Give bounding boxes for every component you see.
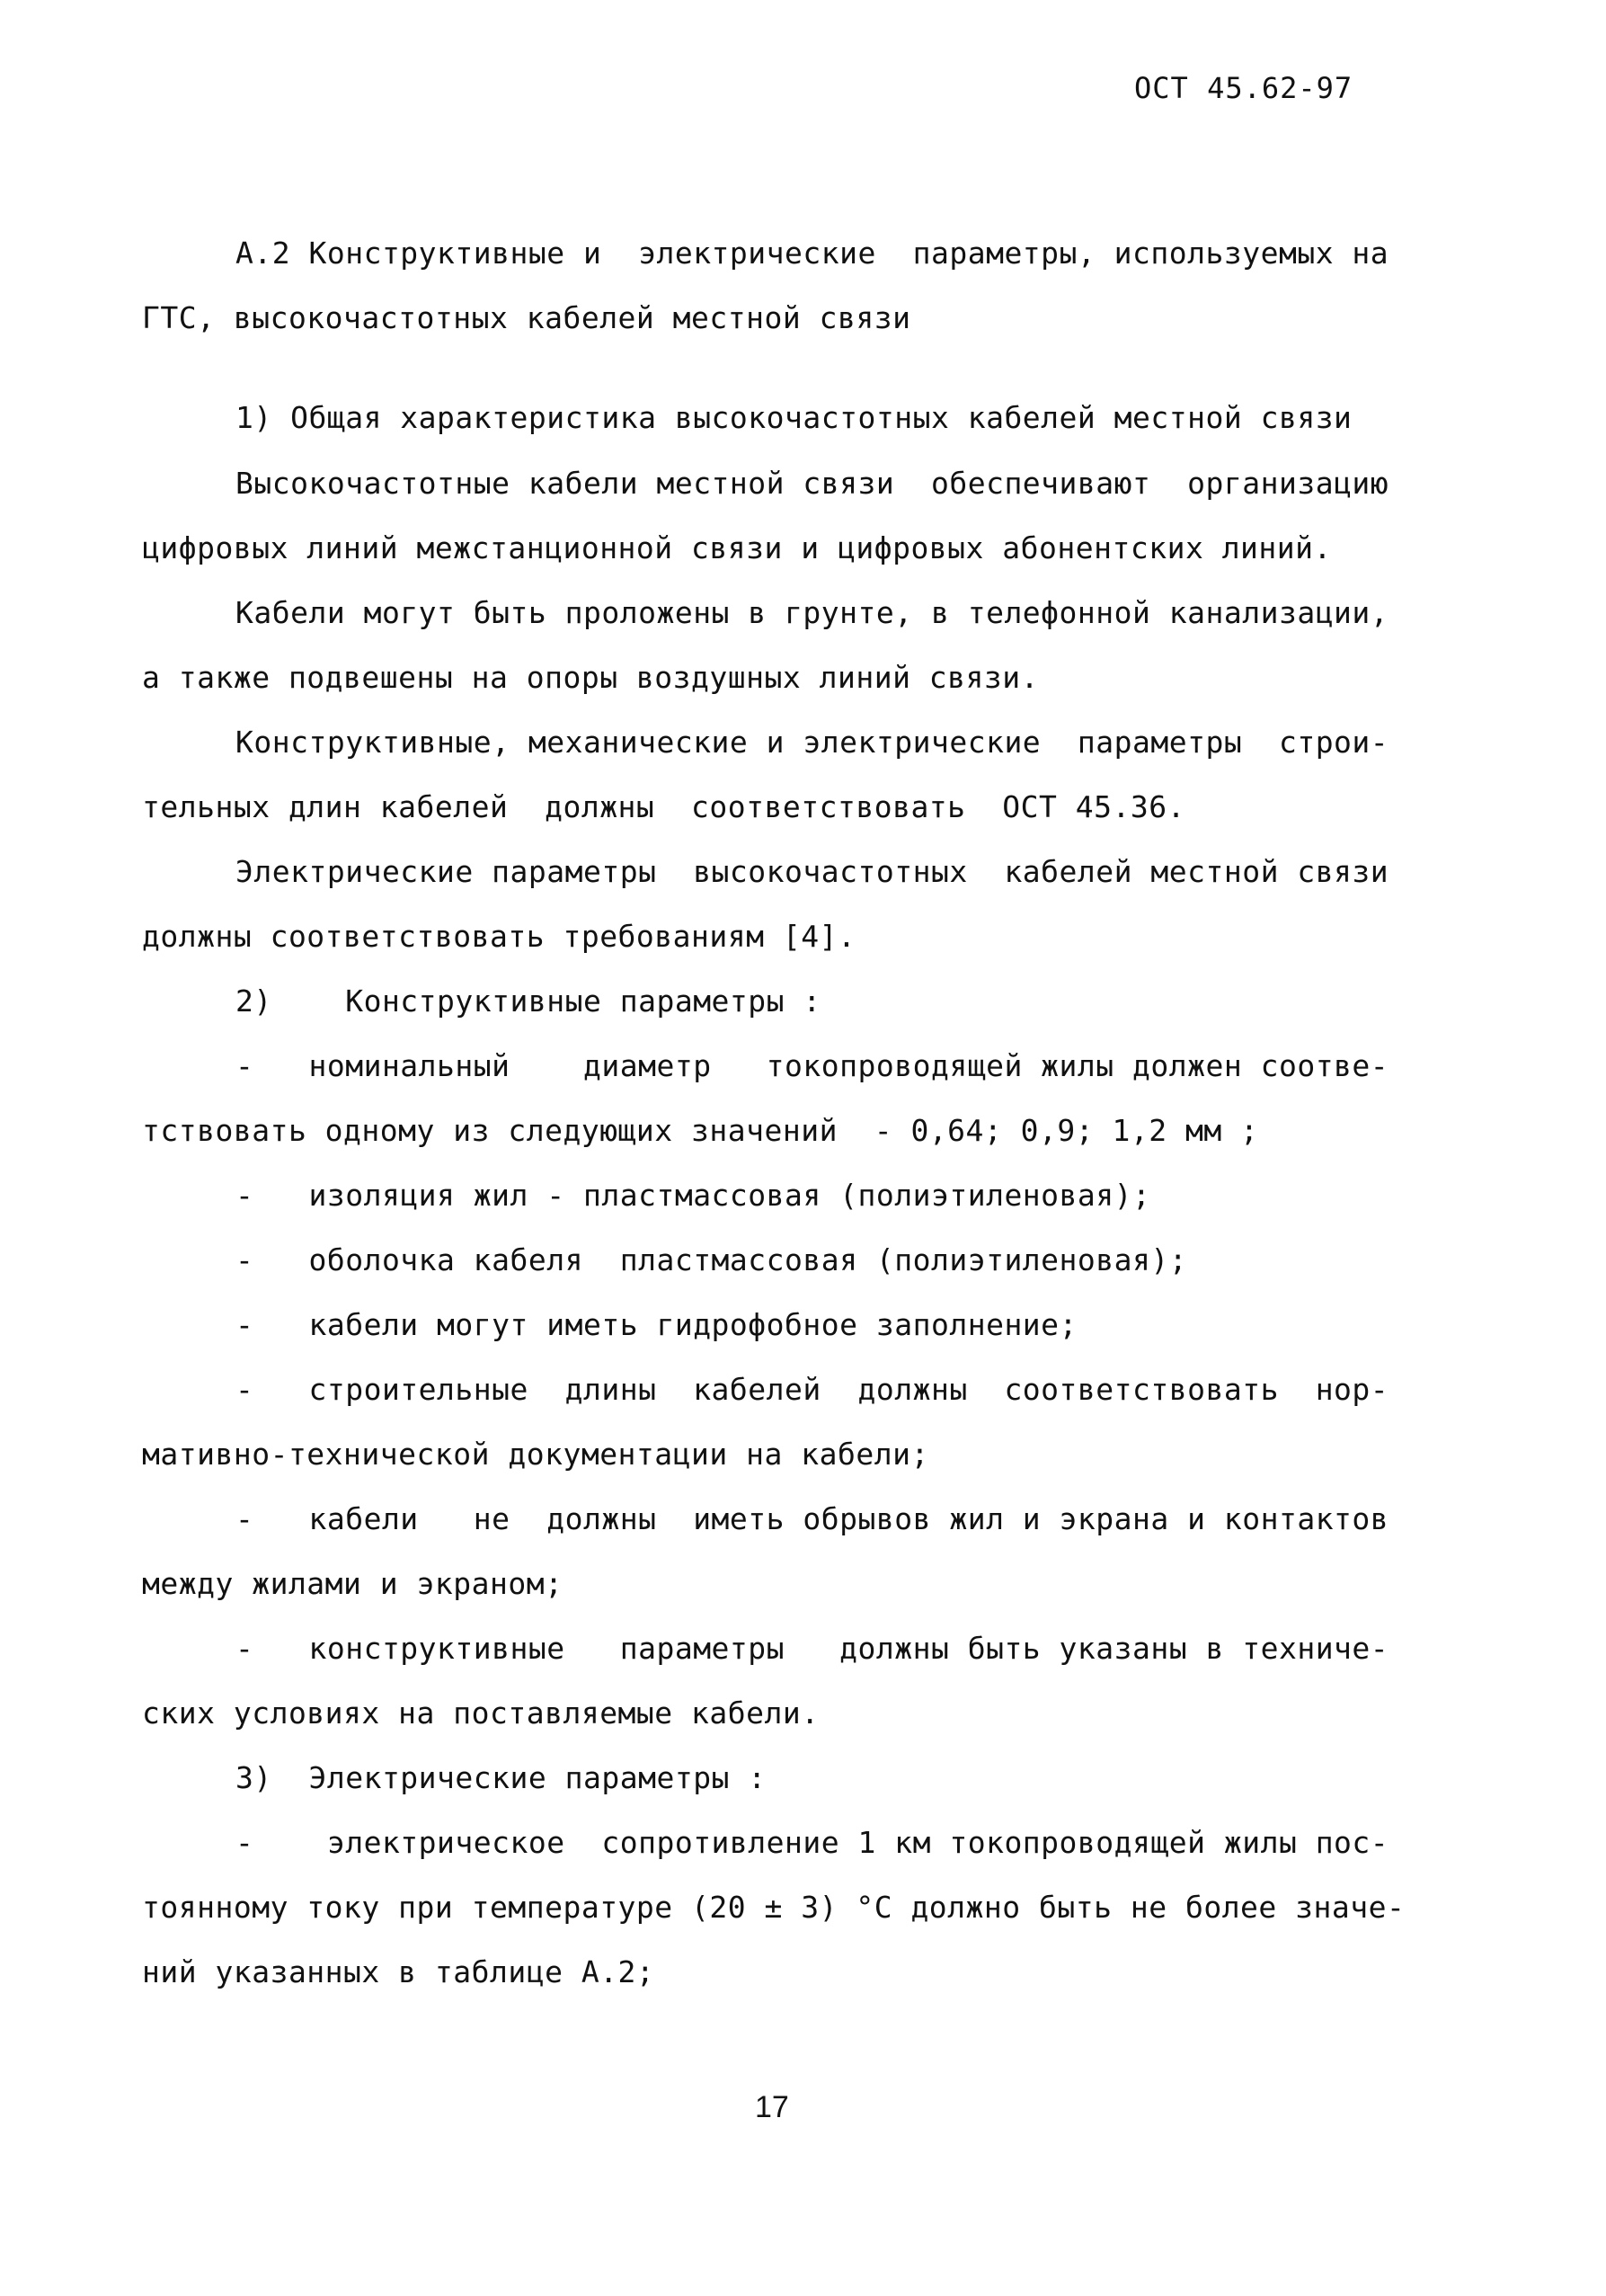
paragraph-line: Высокочастотные кабели местной связи обеспечивают организацию	[235, 466, 1389, 501]
paragraph-line: Кабели могут быть проложены в грунте, в телефонной канализации,	[235, 595, 1389, 630]
page-number: 17	[755, 2090, 789, 2124]
list-item-line: - конструктивные параметры должны быть указаны в техниче-	[235, 1631, 1389, 1666]
list-item-line: - изоляция жил - пластмассовая (полиэтиленовая);	[235, 1178, 1151, 1213]
list-item-line: ских условиях на поставляемые кабели.	[142, 1695, 820, 1731]
list-item-line: - кабели не должны иметь обрывов жил и экрана и контактов	[235, 1501, 1389, 1536]
list-item-line: - номинальный диаметр токопроводящей жилы должен соотве-	[235, 1048, 1389, 1083]
paragraph-line: Конструктивные, механические и электрические параметры строи-	[235, 725, 1389, 760]
subsection-2-title: 2) Конструктивные параметры :	[235, 983, 821, 1019]
section-heading-line-2: ГТС, высокочастотных кабелей местной связи	[142, 300, 911, 335]
list-item-line: - электрическое сопротивление 1 км токопроводящей жилы пос-	[235, 1825, 1389, 1860]
subsection-3-title: 3) Электрические параметры :	[235, 1760, 767, 1795]
list-item-line: мативно-технической документации на кабели;	[142, 1437, 929, 1472]
list-item-line: ний указанных в таблице А.2;	[142, 1954, 655, 1989]
document-code-header: ОСТ 45.62-97	[1134, 71, 1353, 105]
list-item-line: между жилами и экраном;	[142, 1566, 563, 1601]
subsection-1-title: 1) Общая характеристика высокочастотных кабелей местной связи	[235, 400, 1353, 435]
section-heading-line-1: А.2 Конструктивные и электрические параметры, используемых на	[235, 236, 1389, 271]
paragraph-line: Электрические параметры высокочастотных кабелей местной связи	[235, 854, 1389, 889]
paragraph-line: тельных длин кабелей должны соответствовать ОСТ 45.36.	[142, 789, 1185, 824]
paragraph-line: цифровых линий межстанционной связи и цифровых абонентских линий.	[142, 530, 1332, 565]
list-item-line: тоянному току при температуре (20 ± 3) °С должно быть не более значе-	[142, 1890, 1406, 1925]
paragraph-line: а также подвешены на опоры воздушных линий связи.	[142, 660, 1040, 695]
list-item-line: - строительные длины кабелей должны соответствовать нор-	[235, 1372, 1389, 1407]
list-item-line: тствовать одному из следующих значений - 0,64; 0,9; 1,2 мм ;	[142, 1113, 1259, 1148]
list-item-line: - кабели могут иметь гидрофобное заполнение;	[235, 1307, 1078, 1342]
list-item-line: - оболочка кабеля пластмассовая (полиэтиленовая);	[235, 1242, 1188, 1277]
paragraph-line: должны соответствовать требованиям [4].	[142, 919, 856, 954]
